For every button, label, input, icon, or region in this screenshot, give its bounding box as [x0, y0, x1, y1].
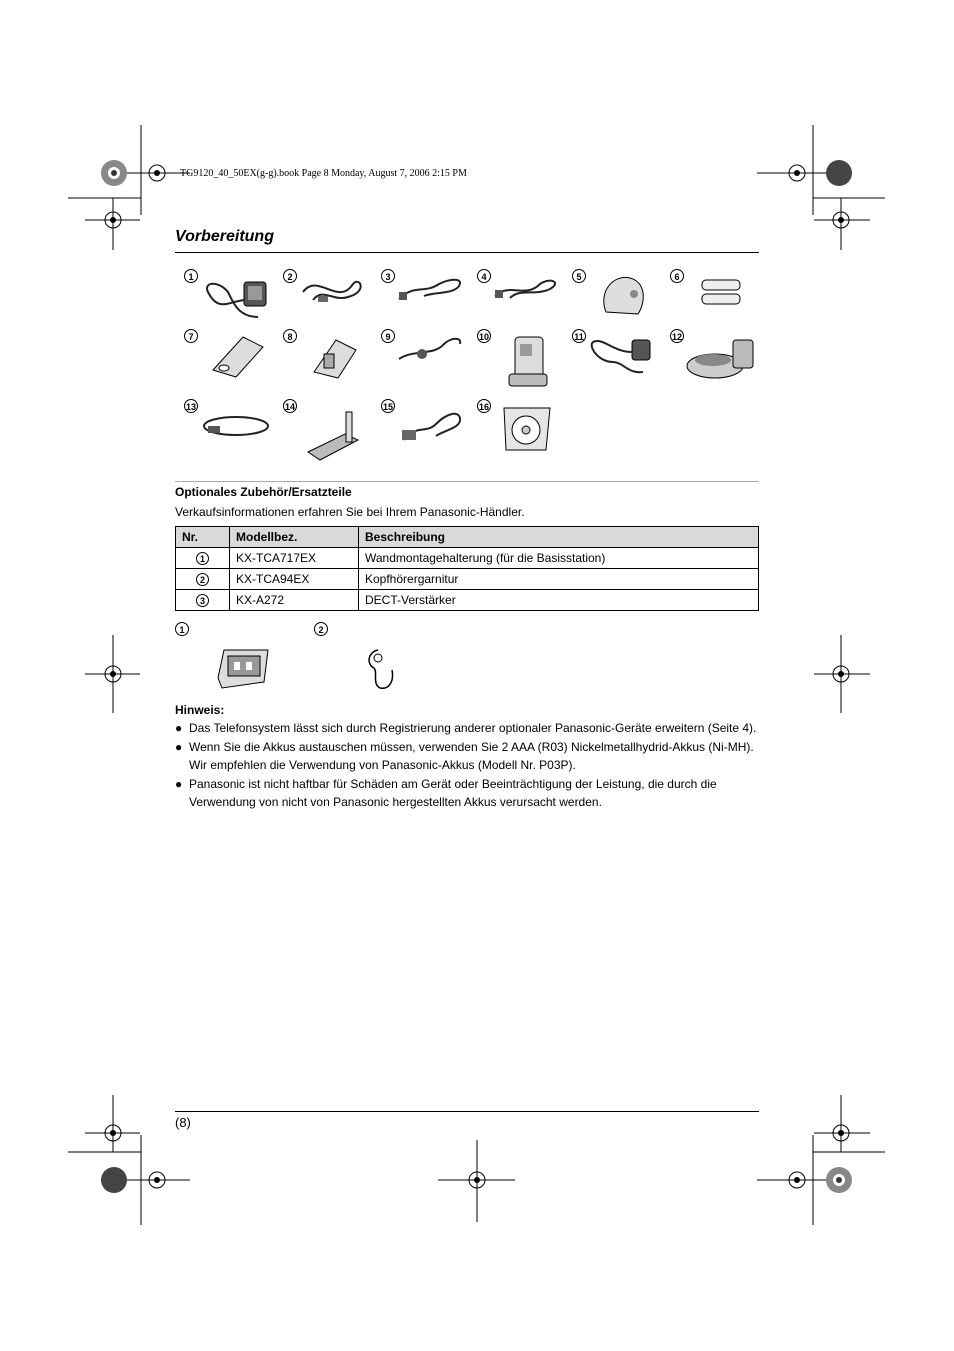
note-text: Panasonic ist nicht haftbar für Schäden am Gerät oder Beeinträchtigung der Leistung, die durch die Verwendung von nicht von Panasonic hergestellten Akkus verursacht werden.	[189, 777, 717, 809]
col-header-nr: Nr.	[176, 527, 230, 548]
optional-title: Optionales Zubehör/Ersatzteile	[175, 485, 352, 499]
row-nr-value: 2	[196, 573, 209, 586]
handset-cover-image	[208, 332, 268, 382]
note-text: Das Telefonsystem lässt sich durch Registrierung anderer optionaler Panasonic-Geräte erweitern (Seite 4).	[189, 721, 757, 735]
footer-rule	[175, 1111, 759, 1112]
item-number-6: 6	[670, 269, 684, 283]
optional-accessories-table	[175, 526, 759, 611]
charger-adaptor-image	[588, 332, 660, 380]
item-number-1: 1	[184, 269, 198, 283]
row-description: Kopfhörergarnitur	[359, 569, 759, 590]
item-number-11: 11	[572, 329, 586, 343]
col-header-model: Modellbez.	[230, 527, 359, 548]
bullet-icon: ●	[175, 740, 183, 754]
cord-image-3	[394, 274, 469, 304]
section-divider	[175, 481, 759, 482]
row-description: DECT-Verstärker	[359, 590, 759, 611]
item-number-16: 16	[477, 399, 491, 413]
item-number-5: 5	[572, 269, 586, 283]
bullet-icon: ●	[175, 777, 183, 791]
print-header: TG9120_40_50EX(g-g).book Page 8 Monday, August 7, 2006 2:15 PM	[180, 168, 467, 179]
figure-label-2: 2	[314, 622, 328, 636]
base-unit-image	[685, 334, 757, 382]
optional-intro: Verkaufsinformationen erfahren Sie bei Ihrem Panasonic-Händler.	[175, 505, 525, 519]
row-nr-value: 3	[196, 594, 209, 607]
table-row	[176, 590, 759, 611]
table-header-row	[176, 527, 759, 548]
page-number: (8)	[175, 1115, 191, 1130]
batteries-image	[700, 278, 745, 308]
table-row	[176, 548, 759, 569]
row-nr-value: 1	[196, 552, 209, 565]
item-number-7: 7	[184, 329, 198, 343]
cable-image-13	[198, 408, 273, 444]
headset-image	[364, 644, 404, 692]
row-nr	[176, 569, 230, 590]
item-number-12: 12	[670, 329, 684, 343]
row-model: KX-TCA94EX	[230, 569, 359, 590]
item-number-4: 4	[477, 269, 491, 283]
list-item	[175, 719, 765, 737]
row-description: Wandmontagehalterung (für die Basisstation)	[359, 548, 759, 569]
item-number-14: 14	[283, 399, 297, 413]
list-item	[175, 775, 765, 811]
cd-rom-image	[500, 402, 555, 452]
figure-label-1: 1	[175, 622, 189, 636]
title-rule	[175, 252, 759, 253]
item-number-10: 10	[477, 329, 491, 343]
belt-clip-image	[306, 332, 362, 382]
note-text: Wenn Sie die Akkus austauschen müssen, verwenden Sie 2 AAA (R03) Nickelmetallhydrid-Akkus (Ni-MH). Wir empfehlen die Verwendung von Panasonic-Akkus (Modell Nr. P03P).	[189, 740, 754, 772]
dect-repeater-cover-image	[598, 272, 650, 320]
row-model: KX-A272	[230, 590, 359, 611]
col-header-description: Beschreibung	[359, 527, 759, 548]
headset-cord-image	[394, 334, 466, 364]
hinweis-title: Hinweis:	[175, 703, 225, 717]
bullet-icon: ●	[175, 721, 183, 735]
item-number-2: 2	[283, 269, 297, 283]
item-number-9: 9	[381, 329, 395, 343]
telephone-line-cord-image	[298, 272, 373, 312]
antenna-image	[300, 406, 365, 461]
item-number-3: 3	[381, 269, 395, 283]
section-title: Vorbereitung	[175, 228, 274, 245]
charger-image	[505, 332, 550, 390]
row-nr	[176, 548, 230, 569]
cable-image-15	[396, 404, 466, 448]
ac-adaptor-image	[198, 272, 278, 324]
table-row	[176, 569, 759, 590]
item-number-13: 13	[184, 399, 198, 413]
hinweis-list	[175, 719, 765, 812]
item-number-8: 8	[283, 329, 297, 343]
row-nr	[176, 590, 230, 611]
item-number-15: 15	[381, 399, 395, 413]
list-item	[175, 738, 765, 774]
row-model: KX-TCA717EX	[230, 548, 359, 569]
wall-mount-bracket-image	[214, 642, 272, 692]
cord-image-4	[490, 274, 565, 304]
